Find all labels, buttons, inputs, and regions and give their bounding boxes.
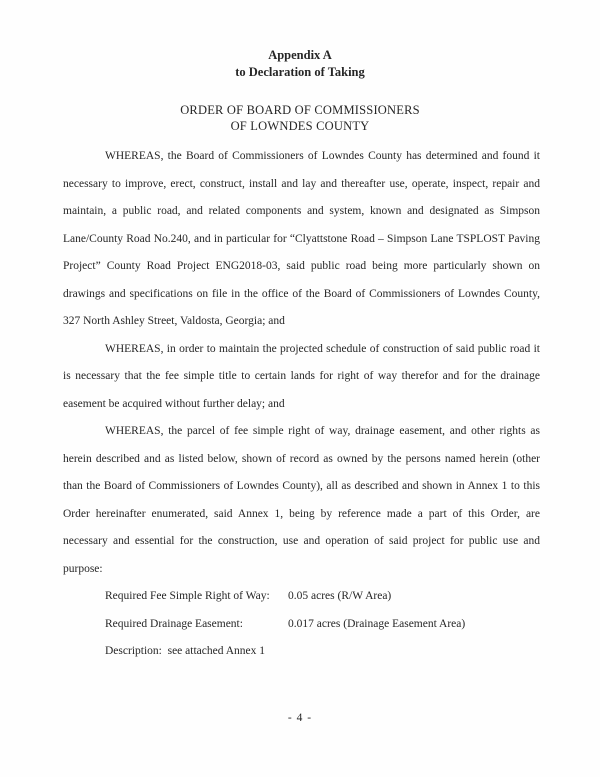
requirement-row-drainage-easement (105, 611, 540, 639)
appendix-title-line2: to Declaration of Taking (235, 65, 365, 79)
requirement-row-fee-simple (105, 583, 540, 611)
requirement-value: 0.05 acres (R/W Area) (288, 590, 392, 602)
order-title-line1: ORDER OF BOARD OF COMMISSIONERS (180, 103, 420, 117)
description-line: Description: see attached Annex 1 (105, 645, 265, 657)
order-title (0, 102, 600, 134)
paragraph-whereas-3: WHEREAS, the parcel of fee simple right of way, drainage easement, and other rights as herein described and as listed below, shown of record as owned by the persons named herein (other than the Board of Commissioners of Lowndes County), all as described and shown in Annex 1 to this Order hereinafter enumerated, said Annex 1, being by reference made a part of this Order, are necessary and essential for the construction, use and operation of said project for public use and purpose: (63, 425, 540, 575)
requirement-label: Required Fee Simple Right of Way: (105, 590, 270, 602)
page-number: - 4 - (287, 712, 313, 724)
requirement-label: Required Drainage Easement: (105, 617, 243, 630)
paragraph-whereas-2: WHEREAS, in order to maintain the projected schedule of construction of said public road it is necessary that the fee simple title to certain lands for right of way therefor and for the drainage easement be acquired without further delay; and (63, 342, 540, 410)
paragraph-whereas-1: WHEREAS, the Board of Commissioners of Lowndes County has determined and found it necessary to improve, erect, construct, install and lay and thereafter use, operate, inspect, repair and maintain, a public road, and related components and system, known and designated as Simpson Lane/County Road No.240, and in particular for “Clyattstone Road – Simpson Lane TSPLOST Paving Project” County Road Project ENG2018-03, said public road being more particularly shown on drawings and specifications on file in the office of the Board of Commissioners of Lowndes County, 327 North Ashley Street, Valdosta, Georgia; and (63, 150, 540, 327)
document-body (63, 143, 540, 666)
order-title-line2: OF LOWNDES COUNTY (230, 119, 370, 133)
requirement-value: 0.017 acres (Drainage Easement Area) (288, 617, 466, 630)
appendix-title-line1: Appendix A (268, 48, 332, 62)
appendix-title (0, 47, 600, 81)
